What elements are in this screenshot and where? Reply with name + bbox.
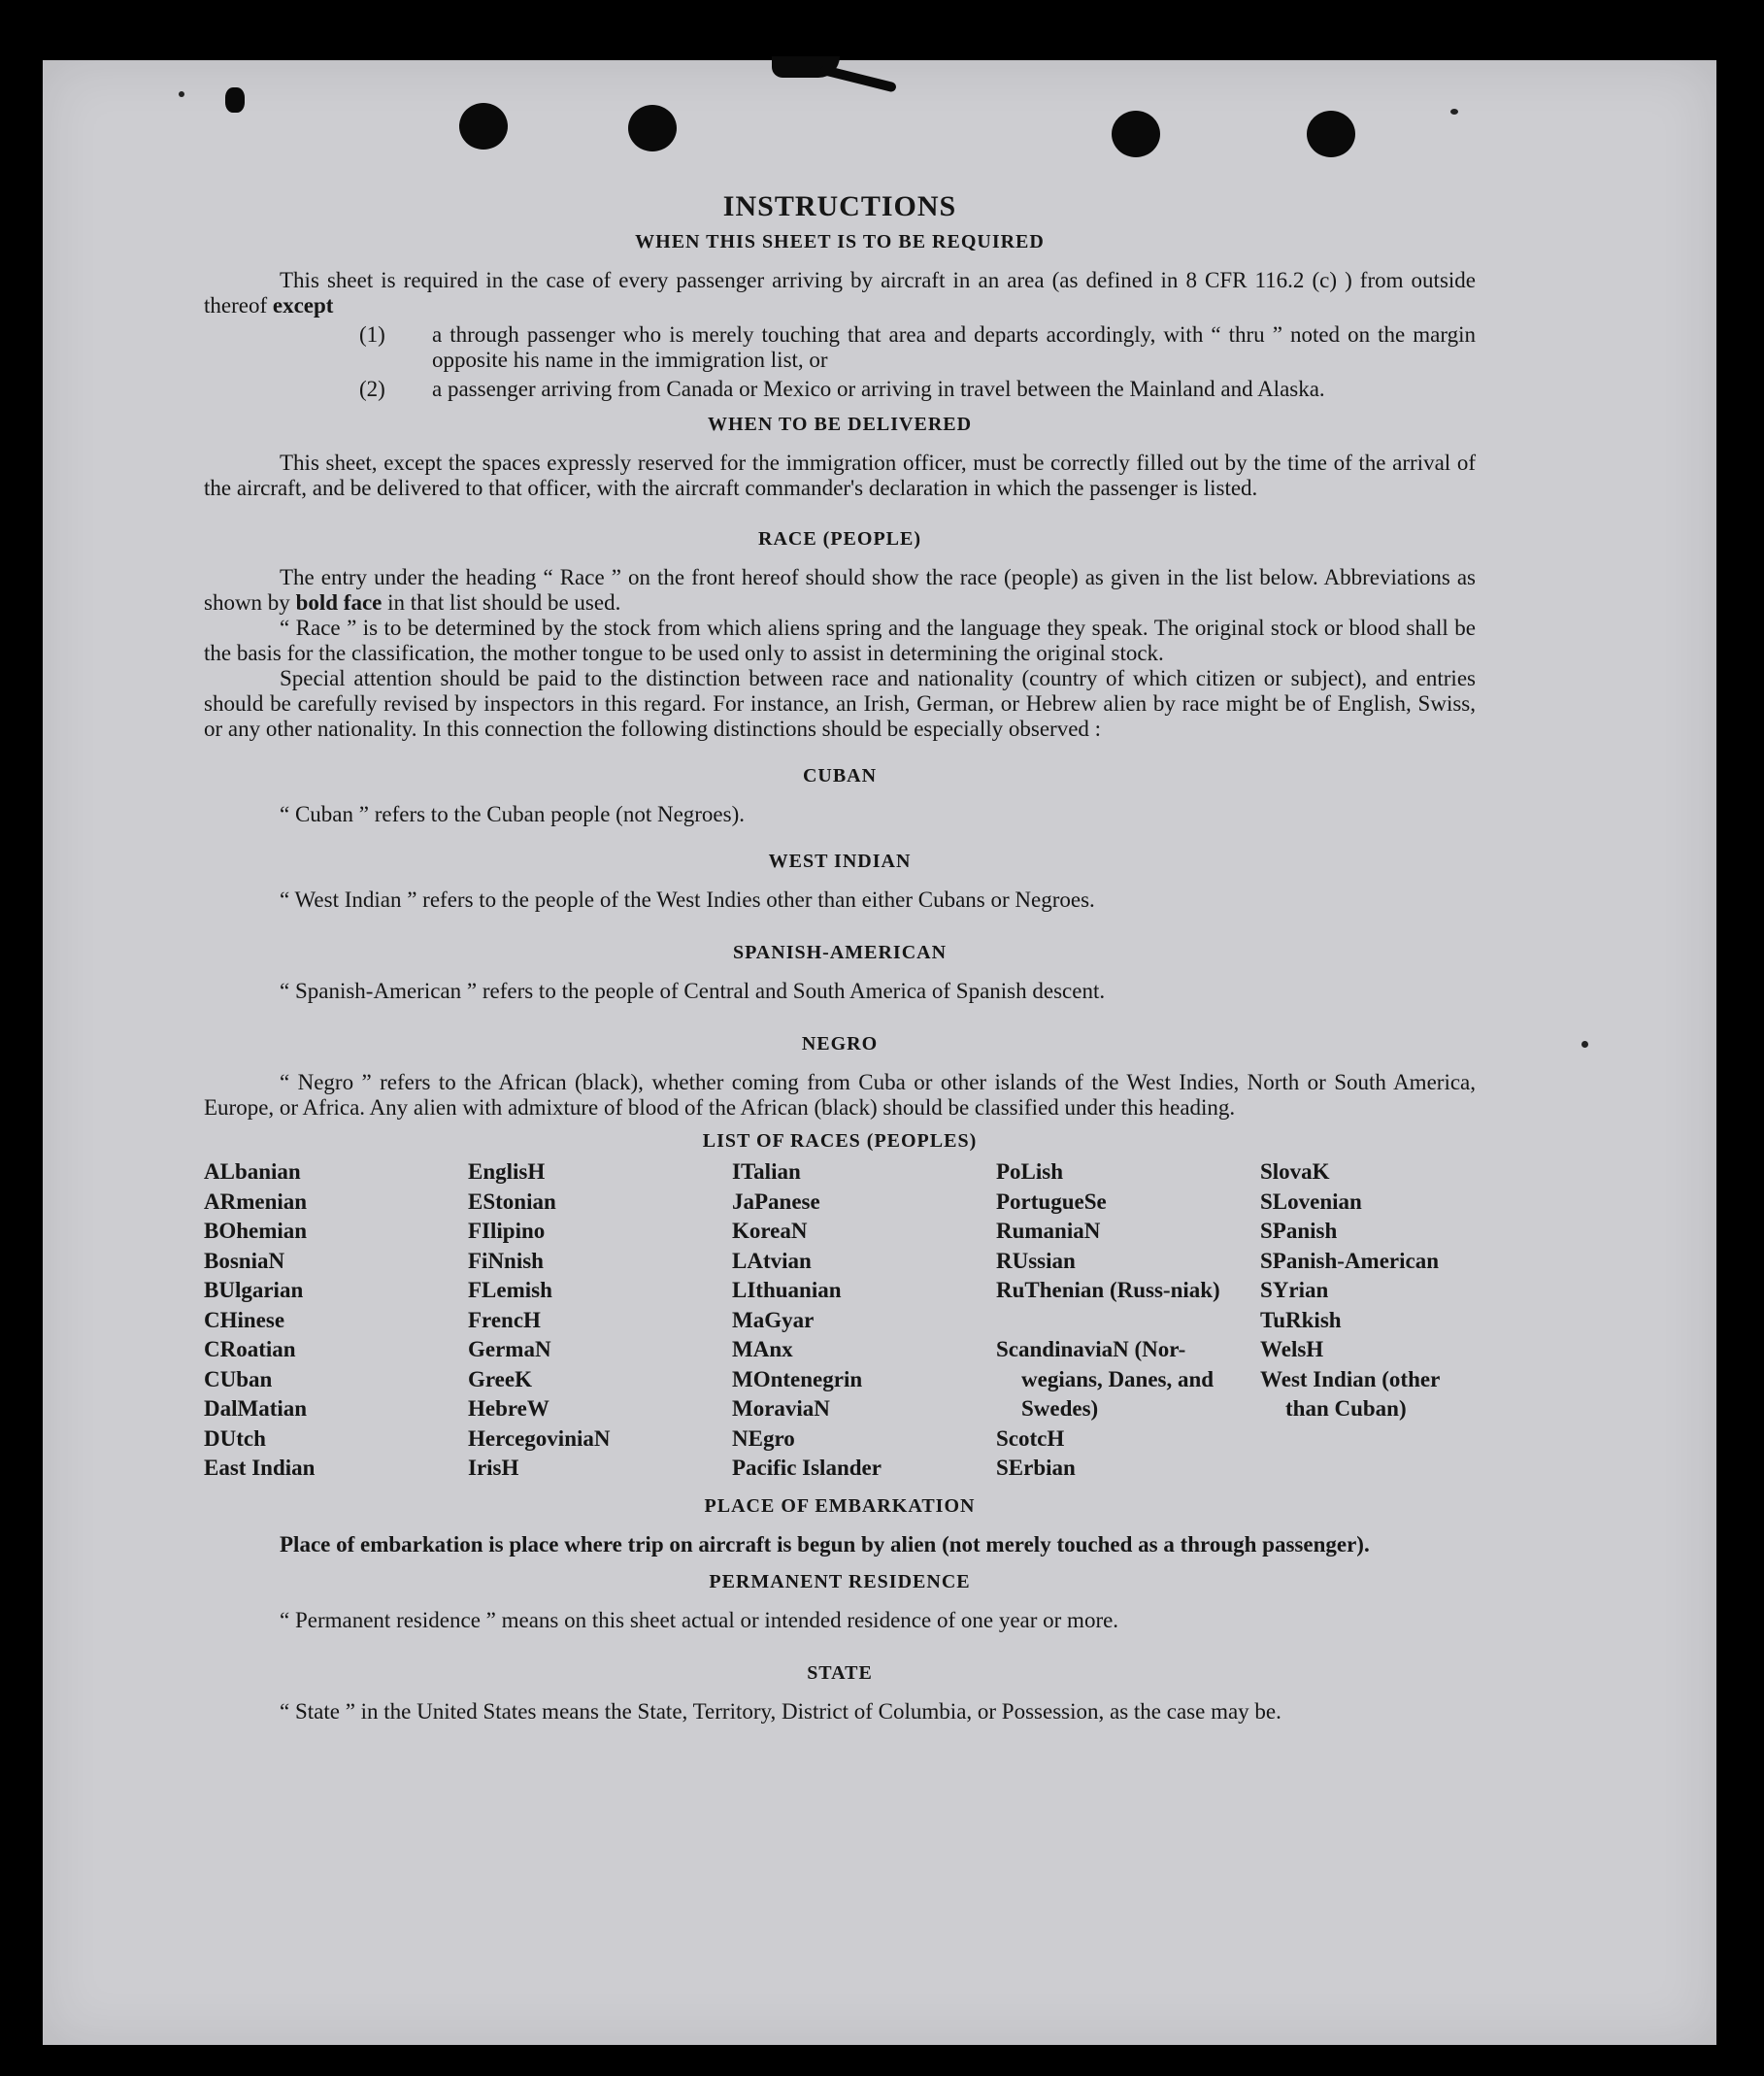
- race-entry: FLemish: [468, 1278, 552, 1302]
- race-entry: DalMatian: [204, 1396, 308, 1421]
- races-table: [204, 1157, 1476, 1484]
- cuban-heading: CUBAN: [802, 765, 878, 787]
- race-entry: BUlgarian: [204, 1278, 304, 1302]
- punch-hole: [1307, 111, 1355, 157]
- state-heading: STATE: [807, 1661, 873, 1684]
- race-entry: SPanish-American: [1260, 1248, 1439, 1273]
- race-entry: HebreW: [468, 1396, 549, 1421]
- list-of-races-heading: LIST OF RACES (PEOPLES): [702, 1130, 978, 1152]
- state-text: “ State ” in the United States means the State, Territory, District of Columbia, or Possession, as the case may be.: [280, 1698, 1281, 1724]
- race-entry: RuThenian (Russ-niak): [996, 1278, 1220, 1302]
- negro-text: “ Negro ” refers to the African (black), whether coming from Cuba or other islands of the West Indies, North or South America, Europe, or Africa. Any alien with admixture of blood of the African (black) should be classified under this heading.: [204, 1070, 1476, 1120]
- paper-tear: [225, 87, 245, 113]
- race-entry: EStonian: [468, 1189, 556, 1214]
- race-entry: MOntenegrin: [732, 1366, 863, 1391]
- west-indian-text: “ West Indian ” refers to the people of the West Indies other than either Cubans or Negroes.: [280, 887, 1095, 912]
- paper-speck: [179, 91, 184, 97]
- instructions-body: [204, 190, 1476, 1724]
- race-entry: SErbian: [996, 1456, 1076, 1480]
- race-entry: PoLish: [996, 1159, 1064, 1184]
- paper-speck: [1581, 1041, 1588, 1048]
- race-entry: KoreaN: [732, 1219, 808, 1243]
- race-entry: SYrian: [1260, 1278, 1329, 1302]
- race-entry: TuRkish: [1260, 1307, 1342, 1332]
- race-entry: CRoatian: [204, 1337, 296, 1361]
- race-entry: CHinese: [204, 1307, 285, 1332]
- negro-heading: NEGRO: [801, 1033, 879, 1055]
- race-entry: West Indian (other than Cuban): [1260, 1366, 1440, 1421]
- race-entry: HercegoviniaN: [468, 1425, 611, 1451]
- race-entry: WelsH: [1260, 1337, 1324, 1361]
- when-delivered-text: This sheet, except the spaces expressly reserved for the immigration officer, must be correctly filled out by the time of the arrival of the aircraft, and be delivered to that officer, with the aircraft commander's declaration in which the passenger is listed.: [204, 451, 1476, 500]
- race-entry: Pacific Islander: [732, 1456, 882, 1480]
- paper-tear: [819, 64, 897, 92]
- race-entry: ARmenian: [204, 1189, 308, 1214]
- race-entry: FIlipino: [468, 1219, 546, 1243]
- race-entry: East Indian: [204, 1456, 316, 1480]
- residence-heading: PERMANENT RESIDENCE: [709, 1570, 971, 1592]
- spanish-american-heading: SPANISH-AMERICAN: [732, 942, 948, 963]
- race-entry: GermaN: [468, 1337, 551, 1361]
- race-entry: LIthuanian: [732, 1278, 842, 1302]
- west-indian-heading: WEST INDIAN: [768, 851, 912, 872]
- race-entry: JaPanese: [732, 1189, 820, 1214]
- race-entry: IrisH: [468, 1456, 519, 1480]
- when-required-heading: WHEN THIS SHEET IS TO BE REQUIRED: [635, 231, 1045, 252]
- race-text-2: “ Race ” is to be determined by the stock from which aliens spring and the language they speak. The original stock or blood shall be the basis for the classification, the mother tongue to be used only to assist in determining the original stock.: [204, 616, 1476, 665]
- race-entry: MoraviaN: [732, 1396, 830, 1421]
- race-entry: MaGyar: [732, 1307, 815, 1332]
- cuban-text: “ Cuban ” refers to the Cuban people (not Negroes).: [280, 802, 746, 826]
- punch-hole: [459, 103, 508, 150]
- paper-speck: [1450, 109, 1458, 115]
- race-entry: FiNnish: [468, 1248, 544, 1273]
- race-entry: DUtch: [204, 1425, 266, 1451]
- punch-hole: [1112, 111, 1160, 157]
- exception-1: (1) a through passenger who is merely touching that area and departs accordingly, with “ thru ” noted on the margin opposite his name in the immigration list, or: [359, 322, 1476, 372]
- race-entry: GreeK: [468, 1366, 532, 1391]
- race-entry: ITalian: [732, 1159, 801, 1184]
- race-entry: NEgro: [732, 1425, 795, 1451]
- race-entry: RUssian: [996, 1248, 1076, 1273]
- punch-hole: [628, 105, 677, 151]
- race-entry: CUban: [204, 1366, 273, 1391]
- spanish-american-text: “ Spanish-American ” refers to the people of Central and South America of Spanish descent.: [280, 979, 1106, 1003]
- race-text-3: Special attention should be paid to the distinction between race and nationality (country of which citizen or subject), and entries should be carefully revised by inspectors in this regard. For instance, an Irish, German, or Hebrew alien by race might be of English, Swiss, or any other nationality. In this connection the following distinctions should be especially observed :: [204, 666, 1476, 741]
- race-entry: SlovaK: [1260, 1159, 1330, 1184]
- race-entry: LAtvian: [732, 1248, 812, 1273]
- race-entry: SPanish: [1260, 1219, 1338, 1243]
- race-entry: ScotcH: [996, 1425, 1065, 1451]
- page-title: INSTRUCTIONS: [722, 190, 957, 222]
- residence-text: “ Permanent residence ” means on this sheet actual or intended residence of one year or more.: [280, 1607, 1119, 1632]
- race-entry: ALbanian: [204, 1159, 301, 1184]
- exception-2: (2) a passenger arriving from Canada or Mexico or arriving in travel between the Mainland and Alaska.: [359, 377, 1325, 401]
- race-entry: SLovenian: [1260, 1189, 1362, 1214]
- when-required-text: This sheet is required in the case of every passenger arriving by aircraft in an area (as defined in 8 CFR 116.2 (c) ) from outside thereof except: [204, 268, 1476, 318]
- when-delivered-heading: WHEN TO BE DELIVERED: [707, 414, 973, 435]
- race-entry: RumaniaN: [996, 1219, 1101, 1243]
- embarkation-heading: PLACE OF EMBARKATION: [704, 1494, 976, 1517]
- race-entry: EnglisH: [468, 1159, 546, 1184]
- race-text-1: The entry under the heading “ Race ” on the front hereof should show the race (people) as given in the list below. Abbreviations as shown by bold face in that list should be used.: [204, 565, 1476, 615]
- race-entry: BosniaN: [204, 1248, 285, 1273]
- embarkation-text: Place of embarkation is place where trip on aircraft is begun by alien (not merely touched as a through passenger).: [280, 1531, 1370, 1557]
- race-entry: BOhemian: [204, 1219, 308, 1243]
- race-entry: MAnx: [732, 1337, 793, 1361]
- race-entry: ScandinaviaN (Nor-wegians, Danes, and Swedes): [996, 1337, 1215, 1421]
- race-entry: FrencH: [468, 1307, 541, 1332]
- race-heading: RACE (PEOPLE): [758, 528, 921, 550]
- race-entry: PortugueSe: [996, 1189, 1107, 1214]
